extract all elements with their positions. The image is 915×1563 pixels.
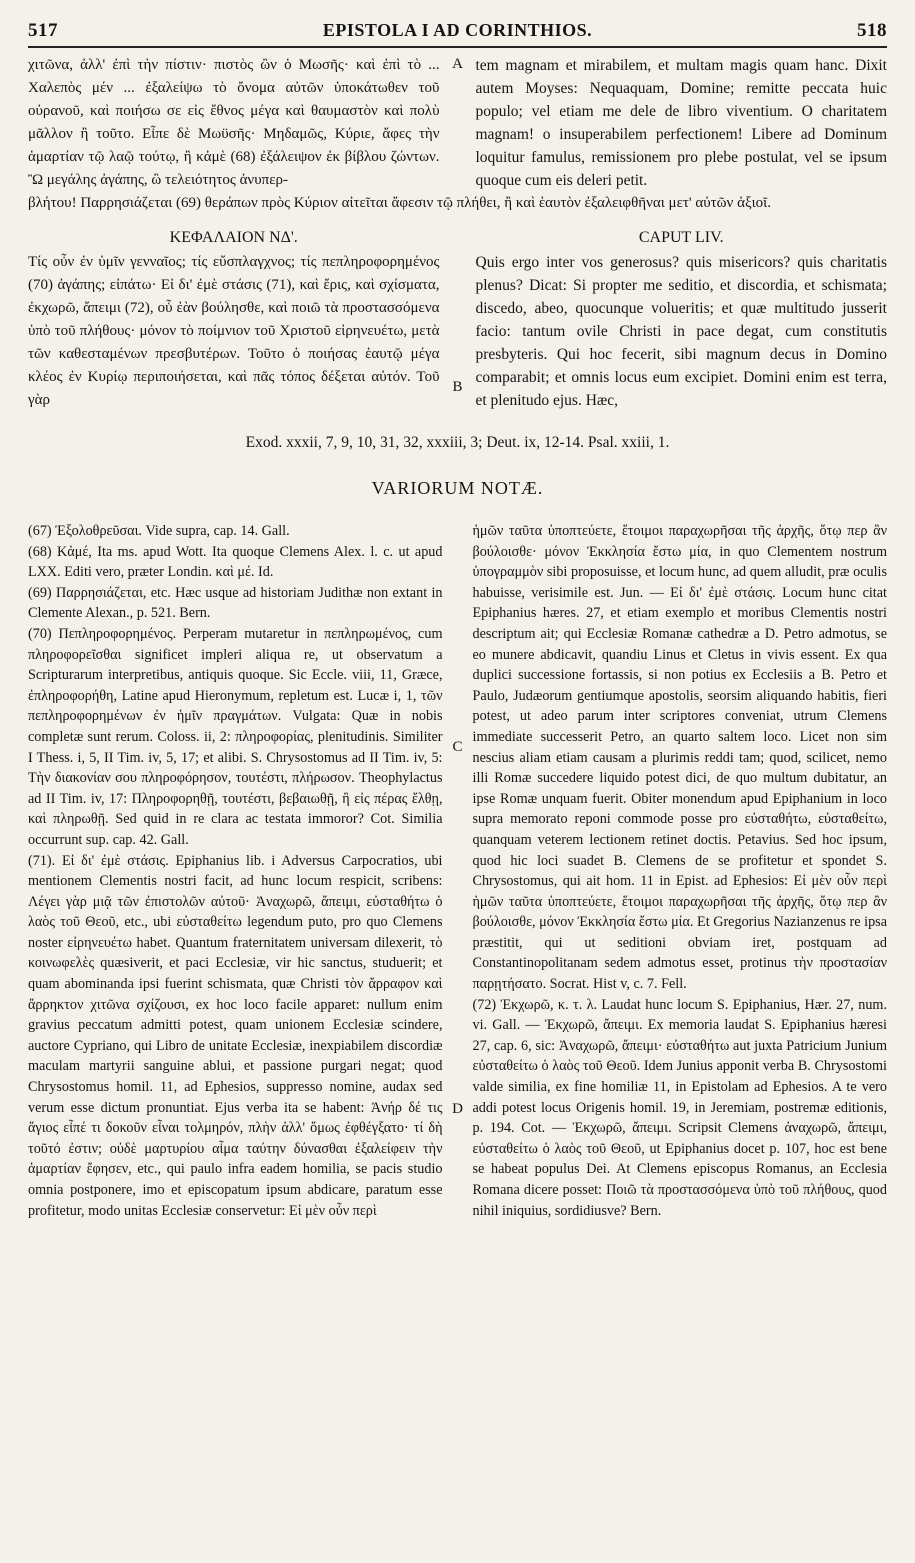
greek-full-width <box>28 192 887 215</box>
greek-chapter-text: Τίς οὖν ἐν ὑμῖν γενναῖος; τίς εὔσπλαγχνος; τίς πεπληροφορημένος (70) ἀγάπης; εἰπάτω· Εἰ δι' ἐμὲ στάσις (71), καὶ ἔρις, καὶ σχίσματα, ἐκχωρῶ, ἄπειμι (72), οὗ ἐὰν βούλησθε, καὶ ποιῶ τὰ προστασσόμενα ὑπὸ τοῦ πλήθους· μόνον τὸ ποίμνιον τοῦ Χριστοῦ εἰρηνευέτω, μετὰ τῶν καθεσταμένων πρεσβυτέρων. Τοῦτο ὁ ποιήσας ἑαυτῷ μέγα κλέος ἐν Κυρίῳ περιποιήσεται, καὶ πᾶς τόπος δέξεται αὐτόν. Τοῦ γὰρ <box>28 254 440 408</box>
greek-chapter-column <box>28 229 440 412</box>
note-71: (71). Εἰ δι' ἐμὲ στάσις. Epiphanius lib. i Adversus Carpocratios, ubi mentionem Clementis nostri facit, ad hunc locum respicit, scribens: Λέγει γὰρ μιᾷ τῶν ἐπιστολῶν αὐτοῦ· Ἀναχωρῶ, ἄπειμι, εὐσταθήτω ὁ λαὸς τοῦ Θεοῦ, etc., ubi εὐσταθείτω legendum puto, pro quo Clemens noster εἰρηνευέτω habet. Quantum fraternitatem universam dilexerit, τὸ κοινωφελὲς quæsiverit, et paci Ecclesiæ, vir hic sanctus, studuerit; et quam abominanda ipsi fuerint schismata, quæ Christi τὸν ἄρραφον καὶ ἄρρηκτον χιτῶνα σχίζουσι, ex hoc loco facile apparet: nullum enim gravius peccatum admitti potest, quam unionem Ecclesiæ scindere, auctore Cypriano, qui Libro de unitate Ecclesiæ, inexpiabilem discordiæ maculam martyrii sanguine ablui, et passione purgari negat; quod Chrysostomus homil. 11, ad Ephesios, suppresso nomine, audax sed verum esse dictum pronuntiat. Ejus verba ita se habent: Ἀνήρ δέ τις ἅγιος εἶπέ τι δοκοῦν εἶναι τολμηρόν, πλὴν ἀλλ' ὅμως ἐφθέγξατο· τί δὴ τοῦτό ἐστιν; οὐδὲ μαρτυρίου αἷμα ταύτην δύνασθαι ἐξαλείφειν τὴν ἁμαρτίαν ἔφησεν, etc., qui paulo infra eadem homilia, se pacis studio omnia postponere, imo et episcopatum ipsum abdicare, paratum esse profitetur, modo unitas Ecclesiæ conservetur: Εἰ μὲν οὖν περὶ <box>28 852 443 1219</box>
right-page-number: 518 <box>857 20 887 41</box>
greek-column-top <box>28 54 440 192</box>
latin-chapter-heading: CAPUT LIV. <box>638 229 724 246</box>
latin-chapter-column <box>476 229 888 412</box>
header-rule <box>28 46 887 48</box>
running-header <box>28 20 887 42</box>
top-parallel-text <box>28 54 887 192</box>
latin-chapter-text: Quis ergo inter vos generosus? quis misericors? quis charitatis plenus? Dicat: Si propter me seditio, et discordia, et schismata; discedo, abeo, quocunque volueritis; et quæ multitudo jusserit facio: tantum ovile Christi in pace degat, cum constitutis presbyteris. Qui hoc fecerit, sibi magnum decus in Domino comparabit; et omnis locus eum excipiet. Domini enim est terra, et plenitudo ejus. Hæc, <box>475 254 887 409</box>
variorum-notes-title: VARIORUM NOTÆ. <box>371 478 544 498</box>
scripture-footnote: Exod. xxxii, 7, 9, 10, 31, 32, xxxiii, 3; Deut. ix, 12-14. Psal. xxiii, 1. <box>245 434 670 451</box>
notes-right-column <box>473 521 888 1221</box>
notes-margin-markers <box>447 521 469 1221</box>
notes-columns <box>28 521 887 1221</box>
greek-full-text: βλήτου! Παρρησιάζεται (69) θεράπων πρὸς Κύριον αἰτεῖται ἄφεσιν τῷ πλήθει, ἢ καὶ ἑαυτὸν ἐξαλειφθῆναι μετ' αὐτῶν ἀξιοῖ. <box>28 195 771 211</box>
greek-text-top: χιτῶνα, ἀλλ' ἐπὶ τὴν πίστιν· πιστὸς ὢν ὁ Μωσῆς· καὶ ἐπὶ τὸ ... Χαλεπὸς μέν ... ἐξαλείψω τὸ ὄνομα αὐτῶν ὑποκάτωθεν τοῦ οὐρανοῦ, καὶ ποιήσω σε εἰς ἔθνος μέγα καὶ θαυμαστὸν καὶ πολὺ μᾶλλον ἢ τοῦτο. Εἶπε δὲ Μωϋσῆς· Μηδαμῶς, Κύριε, ἄφες τὴν ἁμαρτίαν τῷ λαῷ τούτῳ, ἢ κἀμὲ (68) ἐξάλειψον ἐκ βίβλου ζώντων. Ὢ μεγάλης ἀγάπης, ὢ τελειότητος ἀνυπερ- <box>28 57 440 188</box>
running-title: EPISTOLA I AD CORINTHIOS. <box>322 20 593 40</box>
left-page-number: 517 <box>28 20 58 41</box>
margin-marker-d: D <box>452 1101 463 1117</box>
note-72: (72) Ἐκχωρῶ, κ. τ. λ. Laudat hunc locum S. Epiphanius, Hær. 27, num. vi. Gall. — Ἐκχωρῶ, ἄπειμι. Ex memoria laudat S. Epiphanius hæresi 27, cap. 6, sic: Ἀναχωρῶ, ἄπειμι· εὐσταθήτω aut juxta Patricium Junium εὐσταθείτω ὁ λαὸς τοῦ Θεοῦ. Idem Junius apponit verba B. Chrysostomi valde similia, ex fine homiliæ 11, in Epistolam ad Ephesios. A te vero addi potest locus Origenis homil. 19, in Jeremiam, postremæ editionis, p. 194. Cot. — Ἐκχωρῶ, ἄπειμι. Scripsit Clemens ἀναχωρῶ, ἄπειμι, εὐσταθείτω ὁ λαὸς τοῦ Θεοῦ, ut Epiphanius docet p. 107, hoc est bene se habeat populus Dei. At Clemens episcopus Romanus, an Ecclesia Romana dicere posset: Ποιῶ τὰ προστασσόμενα ὑπὸ τοῦ πλήθους, quod nihil iniquius, sordidiusve? Bern. <box>472 996 887 1219</box>
note-68: (68) Κἀμέ, Ita ms. apud Wott. Ita quoque Clemens Alex. l. c. ut apud LXX. Editi vero, præter Londin. καὶ μέ. Id. <box>28 543 443 581</box>
latin-text-top: tem magnam et mirabilem, et multam magis quam hanc. Dixit autem Moyses: Nequaquam, Domine; remitte peccata huic populo; vel etiam me dele de libro viventium. O charitatem magnam! o insuperabilem perfectionem! Libere ad Dominum loquitur famulus, remissionem pro plebe postulat, vel se ipsum quoque cum eis deleri petit. <box>475 57 887 189</box>
note-67: (67) Ἐξολοθρεῦσαι. Vide supra, cap. 14. Gall. <box>28 523 290 539</box>
greek-chapter-heading: ΚΕΦΑΛΑΙΟΝ ΝΔ'. <box>169 229 298 246</box>
margin-marker-c: C <box>452 739 463 755</box>
note-69: (69) Παρρησιάζεται, etc. Hæc usque ad historiam Judithæ non extant in Clemente Alexan., p. 521. Bern. <box>28 584 443 622</box>
note-70: (70) Πεπληροφορημένος. Perperam mutaretur in πεπληρωμένος, cum πληροφορεῖσθαι significet impleri aliqua re, ut observatum a Scripturarum interpretibus, antiquis quoque. Sic Eccle. viii, 11, Græce, ἐπληροφορήθη, Latine apud Hieronymum, repletum est. Lucæ i, 1, τῶν πεπληροφορημένων ἐν ἡμῖν πραγμάτων. Vulgata: Quæ in nobis completæ sunt rerum. Coloss. ii, 2: πληροφορίας, plenitudinis. Similiter I Thess. i, 5, II Tim. iv, 5, 17; et alibi. S. Chrysostomus ad II Tim. iv, 5: Τὴν διακονίαν σου πληροφόρησον, τουτέστι, πλήρωσον. Theophylactus ad II Tim. iv, 17: Πληροφορηθῇ, τουτέστι, βεβαιωθῇ, ἢ εἰς πέρας ἔλθῃ, καὶ πληρωθῇ. Sed quid in re clara ac testata immoror? Cot. Similia occurrunt sup. cap. 42. Gall. <box>28 625 443 848</box>
margin-marker-b: B <box>452 379 463 395</box>
note-71-continued: ἡμῶν ταῦτα ὑποπτεύετε, ἕτοιμοι παραχωρῆσαι τῆς ἀρχῆς, ὅτῳ περ ἂν βούλοισθε· μόνον Ἐκκλησία ἔστω μία, in quo Clementem nostrum ὑπογραμμὸν sibi proposuisse, et locum hunc, ad quem alludit, præ oculis habuisse, verisimile est. Jun. — Εἰ δι' ἐμὲ στάσις. Locum hunc citat Epiphanius hæres. 27, et etiam exemplo et moribus Clementis nostri descriptum ait; qui Ecclesiæ Romanæ cathedræ a D. Petro admotus, se eo munere abdicavit, quandiu Linus et Cletus in vivis essent. Ex qua duplici successione fortassis, si non potius ex Ecclesiis a B. Petro et Paulo, Judæorum gentiumque apostolis, seorsim aliquando habitis, fieri potest, ut adeo parum inter scriptores conveniat, utrum Clemens immediate successerit Petro, an quarto saltem loco. Licet non sim nescius aliam etiam causam a plurimis reddi tam; quod, scilicet, nemo illi Romæ succedere liquido potest dici, de quo multum dubitatur, an ipse Romæ unquam fuerit. Obiter monendum apud Epiphanium in loco supra memorato reponi commode posse pro εὐσταθήτω, εὐσταθείτω, quanquam veterem lectionem retinet doctis. Petavius. Sed hoc ipsum, quod hic loci suadet B. Clemens de se profitetur et spondet S. Chrysostomus, qui ait hom. 11 in Epist. ad Ephesios: Εἰ μὲν οὖν περὶ ἡμῶν ταῦτα ὑποπτεύετε, ἕτοιμοι παραχωρῆσαι τῆς ἀρχῆς, ὅτῳ περ ἂν βούλοισθε, μόνον Ἐκκλησία ἔστω μία. Et Gregorius Nazianzenus re ipsa præstitit, qui ut seditioni obviam iret, postquam ad Constantinopolitanam sedem admotus esset, protinus τὴν προστασίαν παρῃτήσατο. Socrat. Hist v, c. 7. Fell. <box>472 523 887 993</box>
notes-left-column <box>28 521 443 1221</box>
chapter-parallel-text <box>28 229 887 412</box>
latin-column-top <box>476 54 888 192</box>
margin-marker-a: A <box>452 56 463 72</box>
